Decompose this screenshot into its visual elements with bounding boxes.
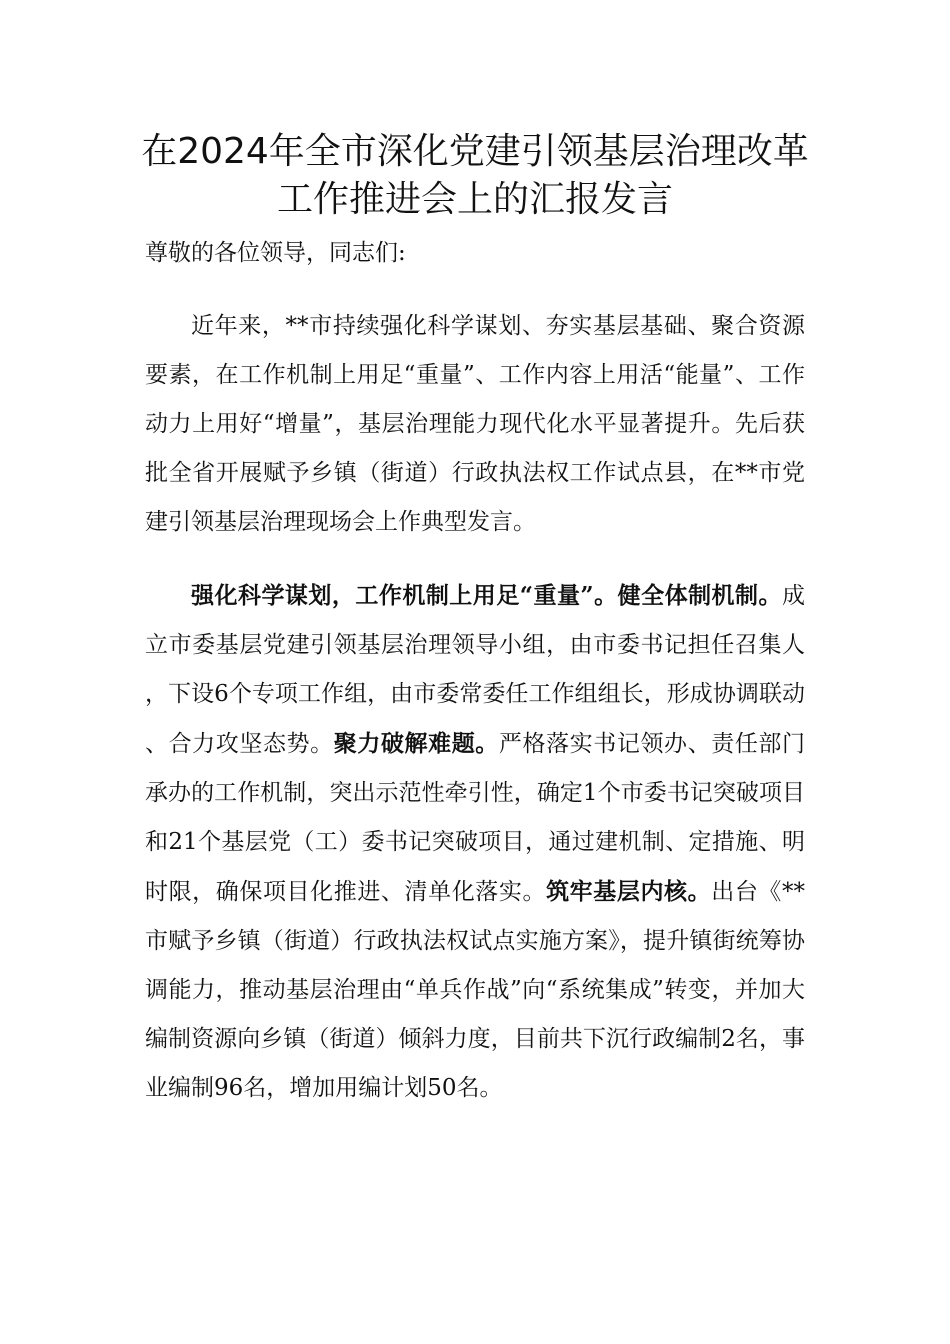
paragraph-mechanism: [145, 571, 805, 1113]
body-text-system-mechanism: 成立市委基层党建引领基层治理领导小组，由市委书记担任召集人，下设6个专项工作组，由市委常委任工作组组长，形成协调联动、合力攻坚态势。: [145, 583, 805, 757]
body-text-grassroots-core: 出台《**市赋予乡镇（街道）行政执法权试点实施方案》，提升镇街统筹协调能力，推动基层治理由“单兵作战”向“系统集成”转变，并加大编制资源向乡镇（街道）倾斜力度，目前共下沉行政编制2名，事业编制96名，增加用编计划50名。: [145, 879, 806, 1101]
document-body: [145, 229, 805, 1113]
subhead-grassroots-core: 筑牢基层内核。: [546, 878, 712, 905]
salutation: 尊敬的各位领导，同志们:: [145, 240, 406, 266]
subhead-system-mechanism: 健全体制机制。: [617, 582, 782, 609]
subhead-solve-problems: 聚力破解难题。: [333, 730, 499, 757]
body-text-solve-problems: 严格落实书记领办、责任部门承办的工作机制，突出示范性牵引性，确定1个市委书记突破项目和21个基层党（工）委书记突破项目，通过建机制、定措施、明时限，确保项目化推进、清单化落实。: [145, 731, 806, 905]
document-title-line-1: 在2024年全市深化党建引领基层治理改革: [141, 131, 809, 172]
document-title-line-2: 工作推进会上的汇报发言: [276, 179, 673, 220]
paragraph-intro: 近年来，**市持续强化科学谋划、夯实基层基础、聚合资源要素，在工作机制上用足“重量”、工作内容上用活“能量”、工作动力上用好“增量”，基层治理能力现代化水平显著提升。先后获批全省开展赋予乡镇（街道）行政执法权工作试点县，在**市党建引领基层治理现场会上作典型发言。: [145, 313, 805, 535]
section-heading: 强化科学谋划，工作机制上用足“重量”。: [191, 582, 618, 609]
